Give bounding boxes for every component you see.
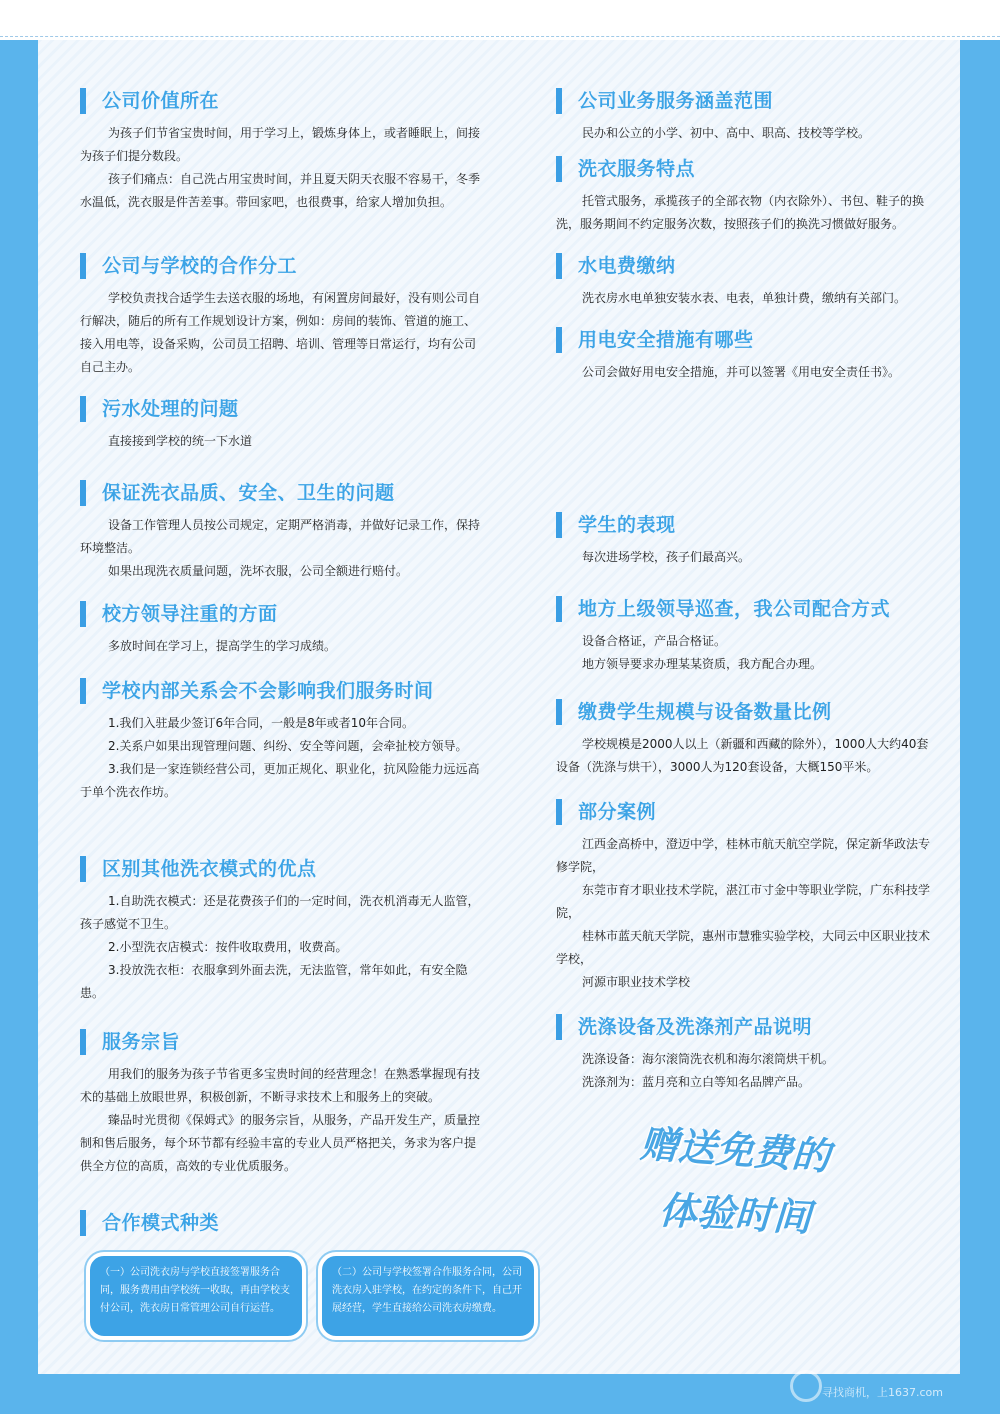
section-purpose <box>80 1029 480 1178</box>
section-text: 1.我们入驻最少签订6年合同，一般是8年或者10年合同。 <box>108 716 414 730</box>
section-title: 学校内部关系会不会影响我们服务时间 <box>80 678 480 704</box>
section-modes <box>80 1210 480 1236</box>
section-title: 区别其他洗衣模式的优点 <box>80 856 480 882</box>
cooperation-mode-card-1: （一）公司洗衣房与学校直接签署服务合同，服务费用由学校统一收取，再由学校支付公司，洗衣房日常管理公司自行运营。 <box>86 1252 306 1340</box>
section-text: 洗涤剂为：蓝月亮和立白等知名品牌产品。 <box>582 1075 811 1089</box>
section-text: 如果出现洗衣质量问题，洗坏衣服，公司全额进行赔付。 <box>108 564 409 578</box>
section-cooperation <box>80 253 480 379</box>
section-text: 东莞市育才职业技术学院，湛江市寸金中等职业学院，广东科技学院， <box>556 883 931 920</box>
section-title: 洗涤设备及洗涤剂产品说明 <box>556 1014 931 1040</box>
section-cases <box>556 799 931 994</box>
section-text: 3.投放洗衣柜：衣服拿到外面去洗，无法监管，常年如此，有安全隐患。 <box>80 963 468 1000</box>
section-title: 部分案例 <box>556 799 931 825</box>
watermark-logo-icon <box>790 1370 822 1402</box>
section-coverage <box>556 88 931 145</box>
section-text: 2.小型洗衣店模式：按件收取费用，收费高。 <box>108 940 348 954</box>
section-text: 用我们的服务为孩子节省更多宝贵时间的经营理念！在熟悉掌握现有技术的基础上放眼世界，积极创新，不断寻求技术上和服务上的突破。 <box>80 1067 481 1104</box>
section-sewage <box>80 396 480 453</box>
section-text: 托管式服务，承揽孩子的全部衣物（内衣除外）、书包、鞋子的换洗，服务期间不约定服务次数，按照孩子们的换洗习惯做好服务。 <box>556 194 925 231</box>
section-text: 1.自助洗衣模式：还是花费孩子们的一定时间，洗衣机消毒无人监管，孩子感觉不卫生。 <box>80 894 480 931</box>
section-text: 2.关系户如果出现管理问题、纠纷、安全等问题，会牵扯校方领导。 <box>108 739 468 753</box>
section-text: 洗涤设备：海尔滚筒洗衣机和海尔滚筒烘干机。 <box>582 1052 835 1066</box>
section-title: 服务宗旨 <box>80 1029 480 1055</box>
section-value <box>80 88 480 214</box>
section-leadership <box>80 601 480 658</box>
section-text: 多放时间在学习上，提高学生的学习成绩。 <box>108 639 337 653</box>
section-title: 洗衣服务特点 <box>556 156 931 182</box>
section-laundry-features <box>556 156 931 236</box>
section-students <box>556 512 931 569</box>
section-text: 为孩子们节省宝贵时间，用于学习上，锻炼身体上，或者睡眠上，间接为孩子们提分数段。 <box>80 126 481 163</box>
section-electric-safety <box>556 327 931 384</box>
section-inspection <box>556 596 931 676</box>
section-title: 学生的表现 <box>556 512 931 538</box>
section-text: 设备合格证，产品合格证。 <box>582 634 727 648</box>
section-scale <box>556 699 931 779</box>
section-text: 桂林市蓝天航天学院，惠州市慧雅实验学校，大同云中区职业技术学校， <box>556 929 931 966</box>
section-text: 地方领导要求办理某某资质，我方配合办理。 <box>582 657 823 671</box>
section-text: 孩子们痛点：自己洗占用宝贵时间，并且夏天阴天衣服不容易干，冬季水温低，洗衣服是件苦差事。带回家吧，也很费事，给家人增加负担。 <box>80 172 481 209</box>
cooperation-mode-card-2: （二）公司与学校签署合作服务合同，公司洗衣房入驻学校，在约定的条件下，自己开展经营，学生直接给公司洗衣房缴费。 <box>318 1252 538 1340</box>
section-text: 3.我们是一家连锁经营公司，更加正规化、职业化，抗风险能力远远高于单个洗衣作坊。 <box>80 762 480 799</box>
section-title: 校方领导注重的方面 <box>80 601 480 627</box>
section-text: 江西金高桥中，澄迈中学，桂林市航天航空学院，保定新华政法专修学院， <box>556 837 931 874</box>
section-text: 臻品时光贯彻《保姆式》的服务宗旨，从服务，产品开发生产，质量控制和售后服务，每个环节都有经验丰富的专业人员严格把关，务求为客户提供全方位的高质，高效的专业优质服务。 <box>80 1113 481 1173</box>
section-text: 洗衣房水电单独安装水表、电表，单独计费，缴纳有关部门。 <box>582 291 907 305</box>
section-text: 学校规模是2000人以上（新疆和西藏的除外），1000人大约40套设备（洗涤与烘干），3000人为120套设备，大概150平米。 <box>556 737 929 774</box>
section-title: 公司价值所在 <box>80 88 480 114</box>
section-title: 保证洗衣品质、安全、卫生的问题 <box>80 480 480 506</box>
slogan-line: 体验时间 <box>657 1187 813 1240</box>
section-text: 设备工作管理人员按公司规定，定期严格消毒，并做好记录工作，保持环境整洁。 <box>80 518 481 555</box>
free-trial-slogan <box>615 1118 855 1246</box>
section-equipment <box>556 1014 931 1094</box>
section-title: 缴费学生规模与设备数量比例 <box>556 699 931 725</box>
section-text: 河源市职业技术学校 <box>582 975 691 989</box>
dashed-divider <box>0 36 1000 37</box>
section-title: 公司业务服务涵盖范围 <box>556 88 931 114</box>
section-title: 水电费缴纳 <box>556 253 931 279</box>
section-relations <box>80 678 480 804</box>
section-utilities <box>556 253 931 310</box>
section-title: 地方上级领导巡查，我公司配合方式 <box>556 596 931 622</box>
section-text: 学校负责找合适学生去送衣服的场地，有闲置房间最好，没有则公司自行解决，随后的所有工作规划设计方案，例如：房间的装饰、管道的施工、接入用电等，设备采购，公司员工招聘、培训、管理等日常运行，均有公司自己主办。 <box>80 291 481 374</box>
section-advantages <box>80 856 480 1005</box>
section-title: 用电安全措施有哪些 <box>556 327 931 353</box>
section-title: 公司与学校的合作分工 <box>80 253 480 279</box>
watermark-text: 寻找商机，上1637.com <box>822 1386 943 1399</box>
slogan-line: 赠送免费的 <box>638 1120 832 1179</box>
section-text: 直接接到学校的统一下水道 <box>108 434 253 448</box>
section-title: 合作模式种类 <box>80 1210 480 1236</box>
section-title: 污水处理的问题 <box>80 396 480 422</box>
top-strip <box>0 0 1000 40</box>
section-text: 每次进场学校，孩子们最高兴。 <box>582 550 751 564</box>
section-text: 民办和公立的小学、初中、高中、职高、技校等学校。 <box>582 126 871 140</box>
section-quality <box>80 480 480 583</box>
section-text: 公司会做好用电安全措施，并可以签署《用电安全责任书》。 <box>582 365 901 379</box>
